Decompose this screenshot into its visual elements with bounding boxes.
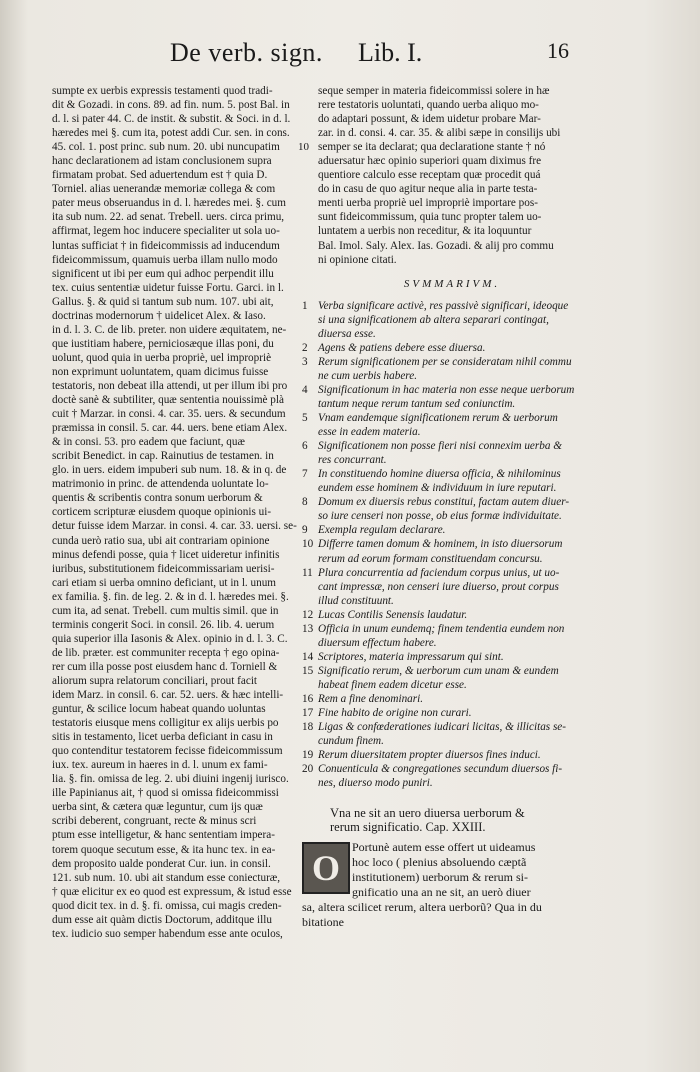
- text-line: que iustitiam habere, perniciosæque illas poni, du: [52, 337, 274, 350]
- summary-item: [302, 748, 602, 762]
- summary-item: [302, 706, 602, 720]
- summary-item: [302, 650, 602, 664]
- right-column-intro: [302, 84, 602, 267]
- text-line: lia. §. fin. omissa de leg. 2. ubi diuini ingenij iurisco.: [52, 773, 289, 786]
- summary-number: 2: [302, 341, 308, 354]
- summary-item: [302, 411, 602, 425]
- text-line: idem Marz. in consil. 6. car. 52. uers. & hæc intelli-: [52, 689, 284, 702]
- text-line: iuribus, substitutionem fideicommissariam uerisi-: [52, 562, 275, 575]
- text-line: præmissa in consil. 5. car. 44. uers. bene etiam Alex.: [52, 422, 288, 435]
- summary-item: [302, 355, 602, 369]
- text-line: 45. col. 1. post princ. sub num. 20. ubi nuncupatim: [52, 141, 280, 154]
- text-line: aliorum supra relatorum conciliari, prout facit: [52, 674, 258, 687]
- summary-text: Rem a fine denominari.: [318, 692, 424, 705]
- text-line: ptum esse intelligetur, & hanc sententiam impera-: [52, 829, 275, 842]
- summary-text: In constituendo homine diuersa officia, & nihilominus: [318, 468, 561, 481]
- summary-item: [302, 608, 602, 622]
- summary-number: 10: [302, 538, 314, 551]
- summary-text: rerum ad eorum formam constituendam concursu.: [318, 552, 543, 565]
- text-line: in d. l. 3. C. de lib. preter. non uidere æquitatem, ne-: [52, 323, 287, 336]
- text-line: cuit † Marzar. in consi. 4. car. 35. uers. & secundum: [52, 408, 286, 421]
- text-line: Torniel. alias uenerandæ memoriæ collega & com: [52, 183, 276, 196]
- text-line: luntas sufficiat † in fideicommissis ad inducendum: [52, 239, 280, 252]
- text-line: hæredes mei §. cum ita, potest addi Cur. sen. in cons.: [52, 127, 290, 140]
- text-line: quo contenditur testatorem fecisse fideicommissum: [52, 745, 283, 758]
- text-line: quia superior illa Iasonis & Alex. opinio in d. l. 3. C.: [52, 632, 288, 645]
- text-line: ita sub num. 22. ad senat. Trebell. uers. circa primu,: [52, 211, 285, 224]
- summary-item: [302, 537, 602, 551]
- summary-number: 13: [302, 622, 314, 635]
- summary-text: Exempla regulam declarare.: [318, 524, 446, 537]
- text-line: sitis in testamento, licet uerba deficiant in casu in: [52, 731, 273, 744]
- text-line: uerba sint, & cætera quæ leguntur, cum ijs quæ: [52, 801, 263, 814]
- summary-number: 6: [302, 440, 308, 453]
- page-number: 16: [547, 38, 569, 63]
- text-line: minus defendi posse, quia † licet uideretur infinitis: [52, 548, 280, 561]
- summary-number: 11: [302, 566, 313, 579]
- text-line: doctè sanè & subtiliter, quæ sententia nouissimè plà: [52, 394, 284, 407]
- text-line: testatoris eiusque mens colligitur ex alijs uerbis po: [52, 717, 279, 730]
- text-line: sa, altera scilicet rerum, altera uerborũ? Qua in du: [302, 900, 542, 915]
- summary-text: Domum ex diuersis rebus constitui, factam autem diuer-: [318, 496, 570, 509]
- text-line: non exprimunt uoluntatem, quam dicimus fuisse: [52, 365, 269, 378]
- summary-text: Conuenticula & congregationes secundum diuersos fi-: [318, 763, 563, 776]
- text-line: cari etiam si uerba omnino deficiant, ut in l. unum: [52, 576, 277, 589]
- text-line: institutionem) uerborum & rerum si-: [352, 870, 528, 885]
- summary-text: Rerum significationem per se consideratam nihil commu: [318, 355, 572, 368]
- text-line: zar. in d. consi. 4. car. 35. & alibi sæpe in consilijs ubi: [318, 127, 561, 140]
- text-line: affirmat, legem hoc inducere specialiter ut sola uo-: [52, 225, 280, 238]
- text-line: bitatione: [302, 915, 344, 930]
- text-line: detur fuisse idem Marzar. in consi. 4. car. 33. uersi. se-: [52, 520, 297, 533]
- right-column: [302, 84, 602, 930]
- summary-item: [302, 664, 602, 678]
- summary-text: Fine habito de origine non curari.: [318, 707, 472, 720]
- summary-item: [302, 341, 602, 355]
- summary-text: Significatio rerum, & uerborum cum unam & eundem: [318, 664, 559, 677]
- text-line: d. l. si pater 44. C. de instit. & substit. & Soci. in d. l.: [52, 113, 291, 126]
- text-line: de lib. præter. est communiter recepta † ego opina-: [52, 646, 280, 659]
- summary-number: 12: [302, 608, 314, 621]
- text-line: firmatam probat. Sed aduertendum est † quia D.: [52, 169, 268, 182]
- summary-number: 1: [302, 299, 308, 312]
- summary-text: Differre tamen domum & hominem, in isto diuersorum: [318, 538, 563, 551]
- summary-number: 4: [302, 383, 308, 396]
- text-line: luntatem a uerbis non receditur, & ita loquuntur: [318, 225, 532, 238]
- summary-text: so iure censeri non posse, ob eius formæ individuitate.: [318, 510, 562, 523]
- summary-number: 5: [302, 412, 308, 425]
- text-line: rer cum illa posse post eiusdem hanc d. Torniell &: [52, 660, 278, 673]
- summary-number: 16: [302, 692, 314, 705]
- initial-letter: O: [311, 848, 340, 889]
- text-line: matrimonio in princ. de attendenda uoluntate lo-: [52, 478, 269, 491]
- text-line: glo. in uers. eidem impuberi sub num. 18. & in q. de: [52, 464, 287, 477]
- chapter-heading: [302, 804, 602, 835]
- summary-text: Lucas Contilis Senensis laudatur.: [318, 608, 468, 621]
- text-line: scribi deberent, congruant, recte & minus scri: [52, 815, 257, 828]
- text-line: hoc loco ( plenius absoluendo cæptã: [352, 855, 527, 870]
- summary-text: Plura concurrentia ad faciendum corpus unius, ut uo-: [318, 566, 560, 579]
- summary-text: Significationem non posse fieri nisi connexim uerba &: [318, 440, 562, 453]
- summary-text: res concurrant.: [318, 454, 387, 467]
- summary-item: [302, 495, 602, 509]
- text-line: cum ita, ad senat. Trebell. cum multis simil. que in: [52, 604, 279, 617]
- margin-number: 10: [298, 141, 309, 153]
- summary-number: 17: [302, 707, 314, 720]
- text-line: 121. sub num. 10. ubi ait standum esse coniecturæ,: [52, 871, 281, 884]
- text-line: dem proposito ualde ponderat Cur. iun. in consil.: [52, 857, 271, 870]
- text-line: † quæ elicitur ex eo quod est expressum, & istud esse: [52, 885, 292, 898]
- summary-text: Verba significare activè, res passivè significari, ideoque: [318, 299, 569, 312]
- summary-text: ne cum uerbis habere.: [318, 369, 418, 382]
- summary-text: Ligas & confœderationes iudicari licitas, & illicitas se-: [318, 721, 566, 734]
- summarium-title: SVMMARIVM.: [403, 277, 501, 290]
- summary-text: Vnam eandemque significationem rerum & uerborum: [318, 412, 558, 425]
- book-number: Lib. I.: [358, 38, 423, 67]
- text-line: semper se ita declarat; qua declaratione stante † nó: [318, 141, 546, 154]
- text-line: aduersatur hæc opinio superiori quam diximus fre: [318, 155, 542, 168]
- summary-text: Significationum in hac materia non esse neque uerborum: [318, 383, 575, 396]
- text-line: fideicommissum, quamuis uerba illam nullo modo: [52, 253, 278, 266]
- text-line: dum esse ait quàm dictis Doctorum, additque illu: [52, 913, 272, 926]
- text-line: Portunè autem esse offert ut uideamus: [352, 840, 536, 855]
- summary-text: illud constituunt.: [318, 594, 394, 607]
- summary-text: si una significationem ab altera separari contingat,: [318, 313, 549, 326]
- summary-text: cant impressæ, non censeri iure diuerso, prout corpus: [318, 580, 559, 593]
- text-line: dit & Gozadi. in cons. 89. ad fin. num. 5. post Bal. in: [52, 99, 290, 112]
- text-line: ni opinione citati.: [318, 253, 397, 266]
- text-line: do adaptari possunt, & idem uidetur probare Mar-: [318, 113, 541, 126]
- page-header: [170, 38, 600, 78]
- summary-number: 8: [302, 496, 308, 509]
- text-line: & in consi. 53. pro eadem que faciunt, quæ: [52, 436, 245, 449]
- summary-text: diuersum effectum habere.: [318, 636, 437, 649]
- summary-text: Agens & patiens debere esse diuersa.: [318, 341, 486, 354]
- text-line: tex. cuius sententiæ uidetur fuisse Fortu. Garci. in l.: [52, 281, 284, 294]
- running-title: De verb. sign.: [170, 38, 323, 67]
- text-line: guntur, & scilice locum habeat quando uoluntas: [52, 703, 266, 716]
- text-line: rere testatoris uoluntati, quando uerba aliquo mo-: [318, 99, 539, 112]
- summary-item: [302, 720, 602, 734]
- summary-item: [302, 622, 602, 636]
- text-line: menti uerba propriè uel impropriè importare pos-: [318, 197, 538, 210]
- text-line: hanc declarationem ad istam conclusionem supra: [52, 155, 272, 168]
- summary-number: 19: [302, 749, 314, 762]
- summary-item: [302, 383, 602, 397]
- text-line: iux. tex. aureum in haeres in d. l. unum ex fami-: [52, 759, 268, 772]
- summary-number: 7: [302, 468, 308, 481]
- summary-text: diuersa esse.: [318, 327, 376, 340]
- left-column: [52, 84, 304, 941]
- text-line: significent ut ibi per eum qui adhoc perpendit illu: [52, 267, 274, 280]
- summary-number: 15: [302, 664, 314, 677]
- summary-text: eundem esse hominem & individuum in iure reputari.: [318, 482, 557, 495]
- text-line: cunda uerò ratio sua, ubi ait contrariam opinione: [52, 534, 270, 547]
- summary-text: tantum neque rerum tantum sed coniunctim.: [318, 397, 516, 410]
- decorated-initial: [302, 842, 350, 894]
- summary-item: [302, 299, 602, 313]
- summary-text: Rerum diuersitatem propter diuersos fines induci.: [318, 749, 541, 762]
- summary-number: 20: [302, 763, 314, 776]
- summary-number: 18: [302, 721, 314, 734]
- text-line: quentiore calculo esse receptam quæ procedit quá: [318, 169, 541, 182]
- summary-number: 3: [302, 355, 308, 368]
- text-line: pater meus obseruandus in d. l. hæredes mei. §. cum: [52, 197, 286, 210]
- summary-item: [302, 566, 602, 580]
- text-line: uolunt, quod quia in uerba propriè, uel impropriè: [52, 351, 272, 364]
- text-line: Bal. Imol. Saly. Alex. Ias. Gozadi. & alij pro commu: [318, 239, 554, 252]
- summary-item: [302, 692, 602, 706]
- summary-text: Officia in unum eundemq; finem tendentia eundem non: [318, 622, 565, 635]
- summary-text: Scriptores, materia impressarum qui sint.: [318, 650, 504, 663]
- text-line: ex familia. §. fin. de leg. 2. & in d. l. hæredes mei. §.: [52, 590, 289, 603]
- text-line: gnificatio una an ne sit, an uerò diuer: [352, 885, 531, 900]
- summary-item: [302, 439, 602, 453]
- text-line: Gallus. §. & quid si tantum sub num. 107. ubi ait,: [52, 295, 274, 308]
- text-line: seque semper in materia fideicommissi solere in hæ: [318, 85, 550, 97]
- text-line: sunt fideicommissum, quia tunc propter talem uo-: [318, 211, 542, 224]
- text-line: testatoris, non debeat illa attendi, ut per illum ibi pro: [52, 379, 288, 392]
- summary-item: [302, 762, 602, 776]
- text-line: sumpte ex uerbis expressis testamenti quod tradi-: [52, 85, 273, 97]
- summary-number: 14: [302, 650, 314, 663]
- summary-item: [302, 467, 602, 481]
- chapter-body: [302, 840, 602, 930]
- text-line: quentis & scribentis contra sonum uerborum &: [52, 492, 263, 505]
- summary-text: habeat finem eadem dicetur esse.: [318, 678, 467, 691]
- text-line: corticem scripturæ eiusdem quoque opinionis ui-: [52, 506, 272, 519]
- text-line: terminis congerit Soci. in consil. 26. lib. 4. uerum: [52, 618, 275, 631]
- summary-text: esse in eadem materia.: [318, 426, 421, 439]
- chapter-heading-line: rerum significatio. Cap. XXIII.: [330, 820, 486, 835]
- text-line: ille Papinianus ait, † quod si omissa fideicommissi: [52, 787, 279, 800]
- summarium-list: [302, 299, 602, 791]
- summary-text: nes, diuerso modo puniri.: [318, 777, 433, 790]
- text-line: tex. iudicio suo semper habendum esse ante oculos,: [52, 927, 283, 940]
- text-line: scribit Benedict. in cap. Rainutius de testamen. in: [52, 450, 274, 463]
- summary-text: cundum finem.: [318, 735, 384, 748]
- text-line: doctrinas modernorum † uidelicet Alex. & Iaso.: [52, 309, 266, 322]
- summary-item: [302, 523, 602, 537]
- text-line: quod dicit tex. in d. §. fi. omissa, cui magis creden-: [52, 899, 282, 912]
- text-line: torem quoque secutum esse, & ita hunc tex. in ea-: [52, 843, 276, 856]
- summary-number: 9: [302, 524, 308, 537]
- chapter-heading-line: Vna ne sit an uero diuersa uerborum &: [330, 806, 525, 821]
- text-line: do in casu de quo agitur neque alia in parte testa-: [318, 183, 538, 196]
